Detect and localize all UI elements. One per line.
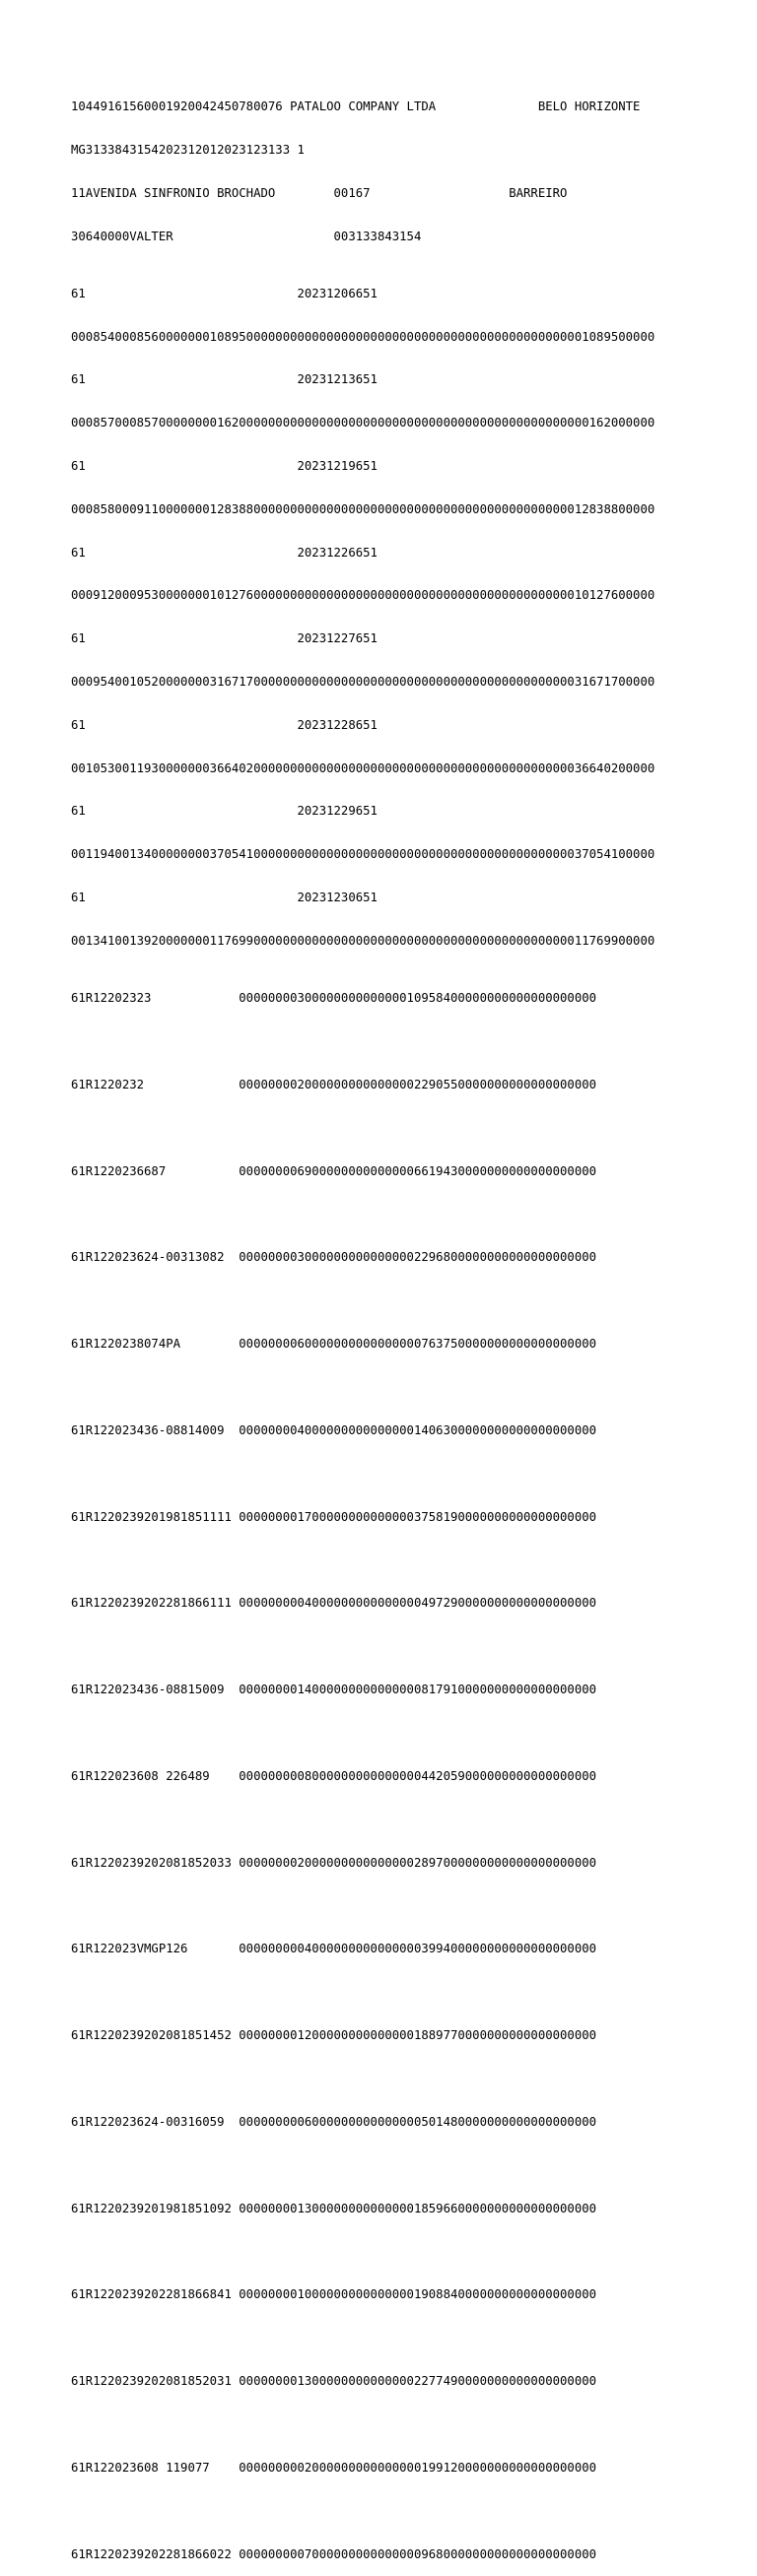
item-record: 61R1220238074PA 0000000060000000000000000763750000000000000000000 xyxy=(71,1337,597,1352)
item-record: 61R122023436-08814009 0000000040000000000000001406300000000000000000000 xyxy=(71,1422,597,1437)
header-line-state-ids: MG3133843154202312012023123133 1 xyxy=(71,142,305,157)
blank-line xyxy=(71,1034,751,1049)
blank-line xyxy=(71,1467,751,1482)
item-record: 61R122023436-08815009 0000000014000000000000000817910000000000000000000 xyxy=(71,1683,597,1697)
blank-line xyxy=(71,2072,751,2086)
daily-record-data: 00091200095300000001012760000000000000000000000000000000000000000000010127600000 xyxy=(71,588,655,603)
blank-line xyxy=(71,1726,751,1741)
fiscal-text-document xyxy=(71,71,751,2576)
daily-record-data: 00095400105200000003167170000000000000000000000000000000000000000000031671700000 xyxy=(71,674,655,689)
daily-record-label: 61 20231228651 xyxy=(71,717,378,732)
item-record: 61R122023624-00313082 0000000030000000000000002296800000000000000000000 xyxy=(71,1250,597,1265)
daily-record-label: 61 20231219651 xyxy=(71,459,378,474)
daily-record-data: 00105300119300000003664020000000000000000000000000000000000000000000036640200000 xyxy=(71,760,655,775)
blank-line xyxy=(71,1639,751,1654)
item-record: 61R1220239202281866022 0000000007000000000000000968000000000000000000000 xyxy=(71,2546,597,2561)
blank-line xyxy=(71,2504,751,2519)
daily-record-data: 00119400134000000003705410000000000000000000000000000000000000000000037054100000 xyxy=(71,847,655,862)
item-record: 61R1220239201981851111 0000000017000000000000003758190000000000000000000 xyxy=(71,1509,597,1524)
item-record: 61R1220239202081851452 0000000012000000000000001889770000000000000000000 xyxy=(71,2028,597,2043)
blank-line xyxy=(71,1898,751,1913)
blank-line xyxy=(71,2158,751,2173)
daily-record-data: 00085400085600000001089500000000000000000000000000000000000000000000001089500000 xyxy=(71,329,655,344)
blank-line xyxy=(71,2331,751,2345)
daily-record-label: 61 20231213651 xyxy=(71,372,378,387)
daily-record-label: 61 20231226651 xyxy=(71,545,378,560)
item-record: 61R122023624-00316059 0000000006000000000000000501480000000000000000000 xyxy=(71,2114,597,2129)
item-record: 61R1220239201981851092 0000000013000000000000001859660000000000000000000 xyxy=(71,2201,597,2215)
item-record: 61R12202323 0000000030000000000000010958400000000000000000000 xyxy=(71,991,597,1005)
header-line-company: 10449161560001920042450780076 PATALOO COMPANY LTDA BELO HORIZONTE xyxy=(71,99,641,114)
daily-record-label: 61 20231230651 xyxy=(71,890,378,904)
daily-record-label: 61 20231229651 xyxy=(71,804,378,819)
item-record: 61R1220236687 0000000069000000000000006619430000000000000000000 xyxy=(71,1163,597,1178)
item-record: 61R122023608 226489 0000000008000000000000000442059000000000000000000 xyxy=(71,1768,597,1783)
item-record: 61R1220239202081852033 0000000020000000000000002897000000000000000000000 xyxy=(71,1855,597,1870)
daily-record-data: 00134100139200000001176990000000000000000000000000000000000000000000011769900000 xyxy=(71,933,655,948)
daily-record-data: 00085700085700000000162000000000000000000000000000000000000000000000000162000000 xyxy=(71,416,655,430)
daily-record-label: 61 20231227651 xyxy=(71,631,378,646)
daily-record-data: 00085800091100000001283880000000000000000000000000000000000000000000012838800000 xyxy=(71,501,655,516)
blank-line xyxy=(71,1985,751,2000)
item-record: 61R1220239202281866111 0000000004000000000000000497290000000000000000000 xyxy=(71,1596,597,1611)
blank-line xyxy=(71,2417,751,2432)
item-record: 61R122023608 119077 0000000002000000000000000199120000000000000000000 xyxy=(71,2461,597,2476)
header-line-address: 11AVENIDA SINFRONIO BROCHADO 00167 BARREIRO xyxy=(71,185,568,200)
blank-line xyxy=(71,1293,751,1308)
item-record: 61R1220239202281866841 0000000010000000000000001908840000000000000000000 xyxy=(71,2287,597,2302)
blank-line xyxy=(71,1552,751,1567)
blank-line xyxy=(71,1813,751,1827)
blank-line xyxy=(71,1121,751,1136)
item-record: 61R1220232 0000000020000000000000002290550000000000000000000 xyxy=(71,1077,597,1091)
header-line-contact: 30640000VALTER 003133843154 xyxy=(71,229,422,243)
blank-line xyxy=(71,2245,751,2260)
daily-record-label: 61 20231206651 xyxy=(71,286,378,300)
blank-line xyxy=(71,1380,751,1395)
item-record: 61R122023VMGP126 0000000004000000000000000399400000000000000000000 xyxy=(71,1942,597,1956)
item-record: 61R1220239202081852031 0000000013000000000000002277490000000000000000000 xyxy=(71,2374,597,2389)
blank-line xyxy=(71,1207,751,1222)
